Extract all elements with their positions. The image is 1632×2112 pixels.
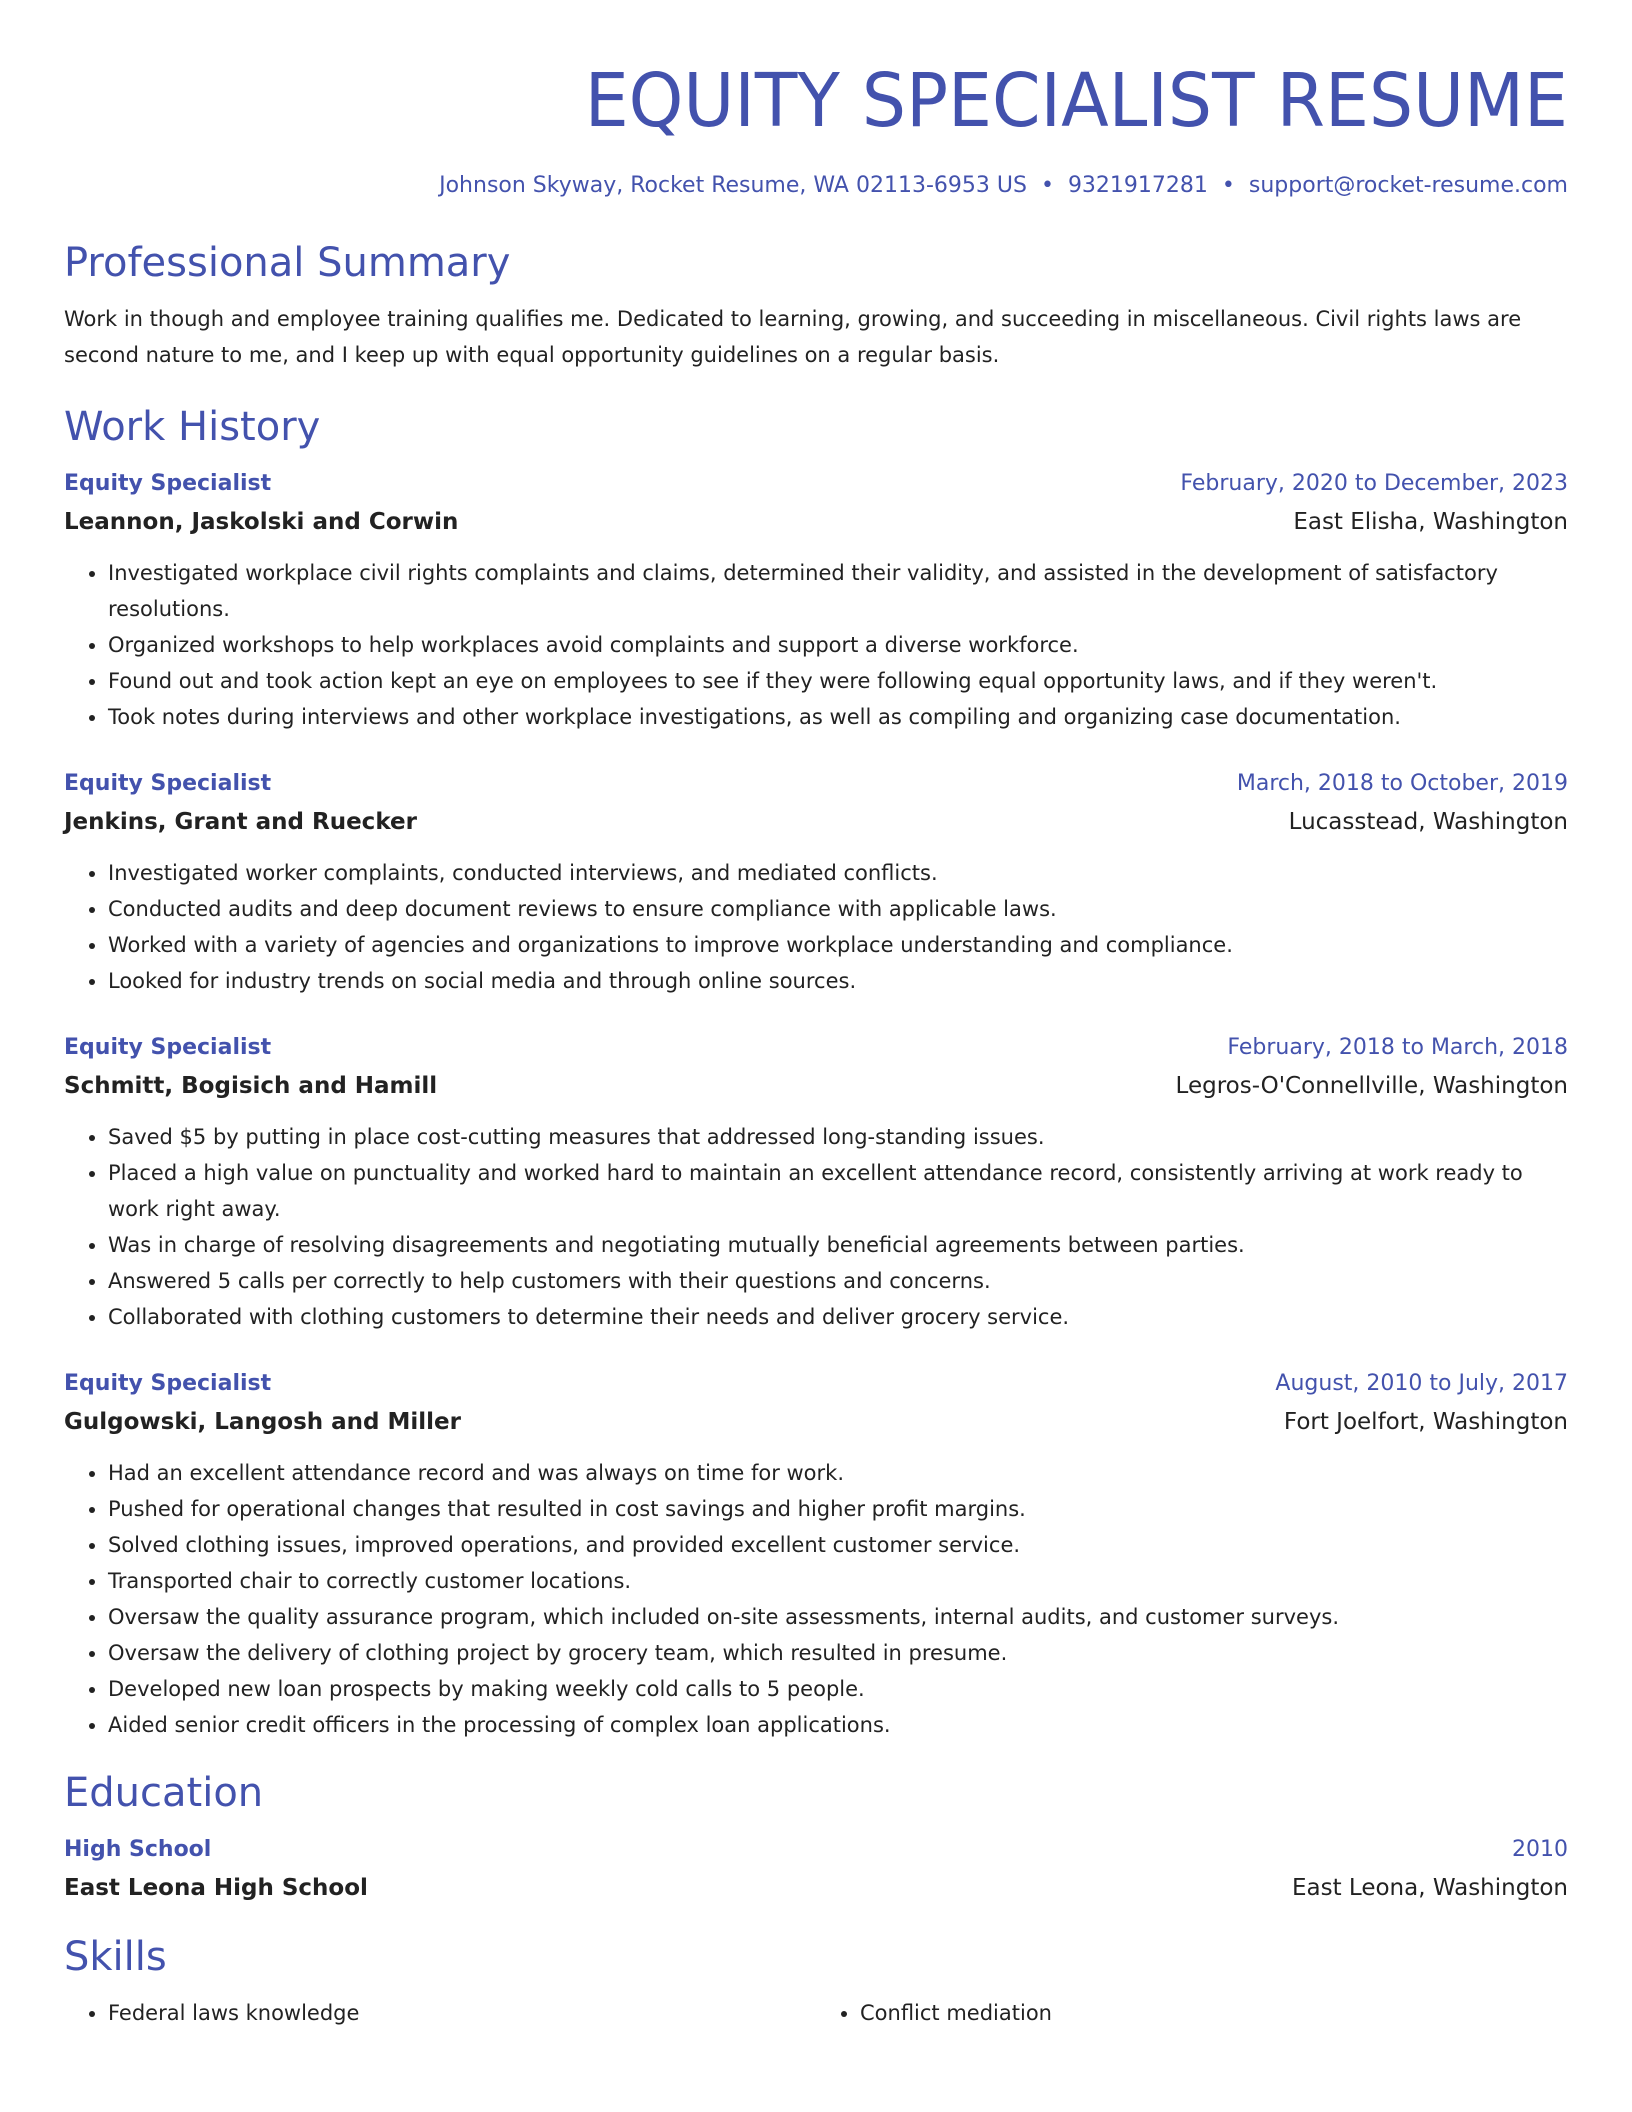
section-heading-skills: Skills [64, 1934, 167, 1980]
job-location: East Elisha, Washington [1293, 509, 1568, 535]
resume-title: EQUITY SPECIALIST RESUME [584, 58, 1568, 144]
job-bullet: • Transported chair to correctly customer locations. [108, 1563, 1568, 1599]
job-bullet: • Was in charge of resolving disagreements and negotiating mutually beneficial agreements between parties. [108, 1227, 1568, 1263]
job-bullet: • Pushed for operational changes that resulted in cost savings and higher profit margins. [108, 1491, 1568, 1527]
job-dates: March, 2018 to October, 2019 [1236, 771, 1568, 796]
contact-email[interactable]: support@rocket-resume.com [1248, 173, 1568, 198]
job-title: Equity Specialist [64, 771, 272, 796]
job-bullet: • Developed new loan prospects by making weekly cold calls to 5 people. [108, 1671, 1568, 1707]
job-bullet: • Answered 5 calls per correctly to help customers with their questions and concerns. [108, 1263, 1568, 1299]
section-heading-work-history: Work History [64, 404, 321, 450]
education-school: East Leona High School [64, 1875, 368, 1901]
education-year: 2010 [1512, 1837, 1568, 1862]
job-bullet: • Solved clothing issues, improved operations, and provided excellent customer service. [108, 1527, 1568, 1563]
education-degree: High School [64, 1837, 212, 1862]
job-title: Equity Specialist [64, 1035, 272, 1060]
job-location: Legros-O'Connellville, Washington [1175, 1073, 1568, 1099]
job-company: Schmitt, Bogisich and Hamill [64, 1073, 438, 1099]
job-title: Equity Specialist [64, 471, 272, 496]
skill-item: • Conflict mediation [860, 1995, 1568, 2031]
job-bullets [64, 1119, 1568, 1335]
job-bullet: • Placed a high value on punctuality and worked hard to maintain an excellent attendance record, consistently arriving at work ready to work right away. [108, 1155, 1568, 1227]
job-entry [64, 1365, 1568, 1743]
contact-phone: 9321917281 [1067, 173, 1208, 198]
job-company: Gulgowski, Langosh and Miller [64, 1409, 461, 1435]
work-history-list [64, 465, 1568, 1743]
contact-address: Johnson Skyway, Rocket Resume, WA 02113-6953 US [439, 173, 1027, 198]
job-bullet: • Took notes during interviews and other workplace investigations, as well as compiling and organizing case documentation. [108, 699, 1568, 735]
job-dates: February, 2018 to March, 2018 [1227, 1035, 1568, 1060]
job-bullet: • Conducted audits and deep document reviews to ensure compliance with applicable laws. [108, 891, 1568, 927]
job-entry [64, 465, 1568, 735]
job-bullet: • Oversaw the delivery of clothing project by grocery team, which resulted in presume. [108, 1635, 1568, 1671]
job-bullet: • Collaborated with clothing customers to determine their needs and deliver grocery service. [108, 1299, 1568, 1335]
job-title: Equity Specialist [64, 1371, 272, 1396]
job-bullet: • Had an excellent attendance record and was always on time for work. [108, 1455, 1568, 1491]
skills-column-left [64, 1995, 816, 2031]
education-entry [64, 1831, 1568, 1907]
job-location: Lucasstead, Washington [1288, 809, 1568, 835]
job-bullet: • Saved $5 by putting in place cost-cutting measures that addressed long-standing issues. [108, 1119, 1568, 1155]
job-bullet: • Looked for industry trends on social media and through online sources. [108, 963, 1568, 999]
contact-separator: • [1040, 173, 1054, 198]
job-bullets [64, 1455, 1568, 1743]
section-heading-summary: Professional Summary [64, 240, 511, 286]
job-bullets [64, 555, 1568, 735]
skills-column-right [816, 1995, 1568, 2031]
job-dates: August, 2010 to July, 2017 [1275, 1371, 1568, 1396]
job-bullet: • Found out and took action kept an eye on employees to see if they were following equal opportunity laws, and if they weren't. [108, 663, 1568, 699]
skills-grid [64, 1995, 1568, 2031]
job-company: Jenkins, Grant and Ruecker [64, 809, 417, 835]
job-location: Fort Joelfort, Washington [1283, 1409, 1568, 1435]
job-dates: February, 2020 to December, 2023 [1180, 471, 1568, 496]
job-bullet: • Organized workshops to help workplaces avoid complaints and support a diverse workforce. [108, 627, 1568, 663]
section-heading-education: Education [64, 1770, 264, 1816]
job-entry [64, 765, 1568, 999]
contact-separator: • [1221, 173, 1235, 198]
education-location: East Leona, Washington [1291, 1875, 1568, 1901]
contact-line [64, 171, 1568, 201]
job-bullet: • Aided senior credit officers in the processing of complex loan applications. [108, 1707, 1568, 1743]
job-bullets [64, 855, 1568, 999]
skill-item: • Federal laws knowledge [108, 1995, 816, 2031]
job-bullet: • Investigated workplace civil rights complaints and claims, determined their validity, and assisted in the development of satisfactory resolutions. [108, 555, 1568, 627]
job-bullet: • Worked with a variety of agencies and organizations to improve workplace understanding and compliance. [108, 927, 1568, 963]
job-company: Leannon, Jaskolski and Corwin [64, 509, 459, 535]
job-entry [64, 1029, 1568, 1335]
job-bullet: • Oversaw the quality assurance program, which included on-site assessments, internal audits, and customer surveys. [108, 1599, 1568, 1635]
summary-text: Work in though and employee training qualifies me. Dedicated to learning, growing, and succeeding in miscellaneous. Civil rights laws are second nature to me, and I keep up with equal opportunity guidelines on a regular basis. [64, 307, 1522, 367]
resume-page [64, 0, 1568, 2031]
job-bullet: • Investigated worker complaints, conducted interviews, and mediated conflicts. [108, 855, 1568, 891]
